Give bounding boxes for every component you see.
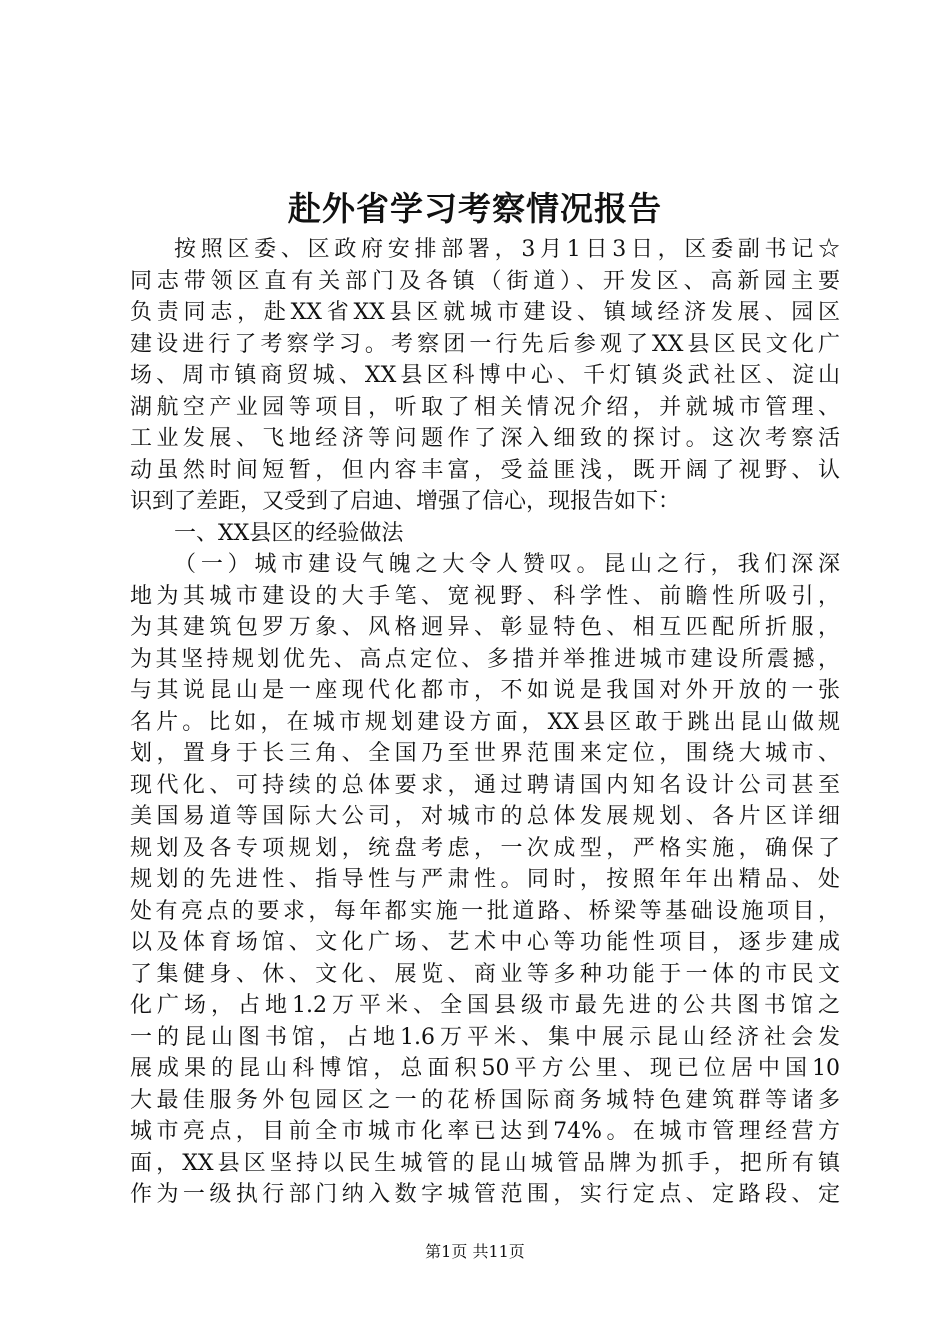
paragraph-line: 同志带领区直有关部门及各镇（街道）、开发区、高新园主要 (130, 268, 840, 294)
paragraph-line: 按照区委、区政府安排部署，3月1日3日，区委副书记☆ (174, 237, 840, 262)
paragraph-line: 地为其城市建设的大手笔、宽视野、科学性、前瞻性所吸引， (130, 583, 840, 609)
document-body (130, 234, 840, 1211)
paragraph-line: 规划及各专项规划，统盘考虑，一次成型，严格实施，确保了 (130, 835, 840, 861)
paragraph-line: 与其说昆山是一座现代化都市，不如说是我国对外开放的一张 (130, 678, 840, 703)
paragraph-line: 规划的先进性、指导性与严肃性。同时，按照年年出精品、处 (130, 867, 840, 892)
paragraph-line: 为其建筑包罗万象、风格迥异、彰显特色、相互匹配所折服， (130, 615, 840, 640)
paragraph-line: 动虽然时间短暂，但内容丰富，受益匪浅，既开阔了视野、认 (130, 457, 840, 483)
paragraph-line: 大最佳服务外包园区之一的花桥国际商务城特色建筑群等诸多 (130, 1087, 840, 1113)
paragraph-line: 作为一级执行部门纳入数字城管范围，实行定点、定路段、定 (130, 1182, 840, 1207)
page-number-footer: 第1页 共11页 (425, 1242, 525, 1261)
paragraph-line: 湖航空产业园等项目，听取了相关情况介绍，并就城市管理、 (130, 394, 840, 420)
paragraph-line: 建设进行了考察学习。考察团一行先后参观了XX县区民文化广 (130, 331, 840, 357)
paragraph-line: 一的昆山图书馆，占地1.6万平米、集中展示昆山经济社会发 (130, 1024, 840, 1050)
paragraph-line: 美国易道等国际大公司，对城市的总体发展规划、各片区详细 (130, 804, 840, 829)
paragraph-line: 为其坚持规划优先、高点定位、多措并举推进城市建设所震撼， (130, 646, 840, 672)
paragraph-line: 划，置身于长三角、全国乃至世界范围来定位，围绕大城市、 (130, 741, 840, 766)
paragraph-line: 场、周市镇商贸城、XX县区科博中心、千灯镇炎武社区、淀山 (130, 363, 840, 388)
document-title: 赴外省学习考察情况报告 (288, 189, 662, 228)
paragraph-line: 现代化、可持续的总体要求，通过聘请国内知名设计公司甚至 (130, 772, 840, 798)
paragraph-line: 处有亮点的要求，每年都实施一批道路、桥梁等基础设施项目， (130, 898, 840, 924)
paragraph-line: 名片。比如，在城市规划建设方面，XX县区敢于跳出昆山做规 (130, 709, 840, 735)
paragraph-line: 面，XX县区坚持以民生城管的昆山城管品牌为抓手，把所有镇 (130, 1150, 840, 1176)
paragraph-line: 以及体育场馆、文化广场、艺术中心等功能性项目，逐步建成 (130, 930, 840, 955)
paragraph-line: 负责同志，赴XX省XX县区就城市建设、镇域经济发展、园区 (130, 300, 840, 325)
paragraph-line: 展成果的昆山科博馆，总面积50平方公里、现已位居中国10 (130, 1056, 840, 1081)
paragraph-line: 化广场，占地1.2万平米、全国县级市最先进的公共图书馆之 (130, 993, 840, 1018)
paragraph-line: （一）城市建设气魄之大令人赞叹。昆山之行，我们深深 (174, 552, 840, 577)
paragraph-line: 城市亮点，目前全市城市化率已达到74%。在城市管理经营方 (130, 1119, 840, 1144)
paragraph-line: 工业发展、飞地经济等问题作了深入细致的探讨。这次考察活 (130, 426, 840, 451)
paragraph-line: 识到了差距，又受到了启迪、增强了信心，现报告如下： (130, 489, 681, 514)
paragraph-line: 了集健身、休、文化、展览、商业等多种功能于一体的市民文 (130, 961, 840, 987)
section-heading: 一、XX县区的经验做法 (174, 520, 404, 546)
